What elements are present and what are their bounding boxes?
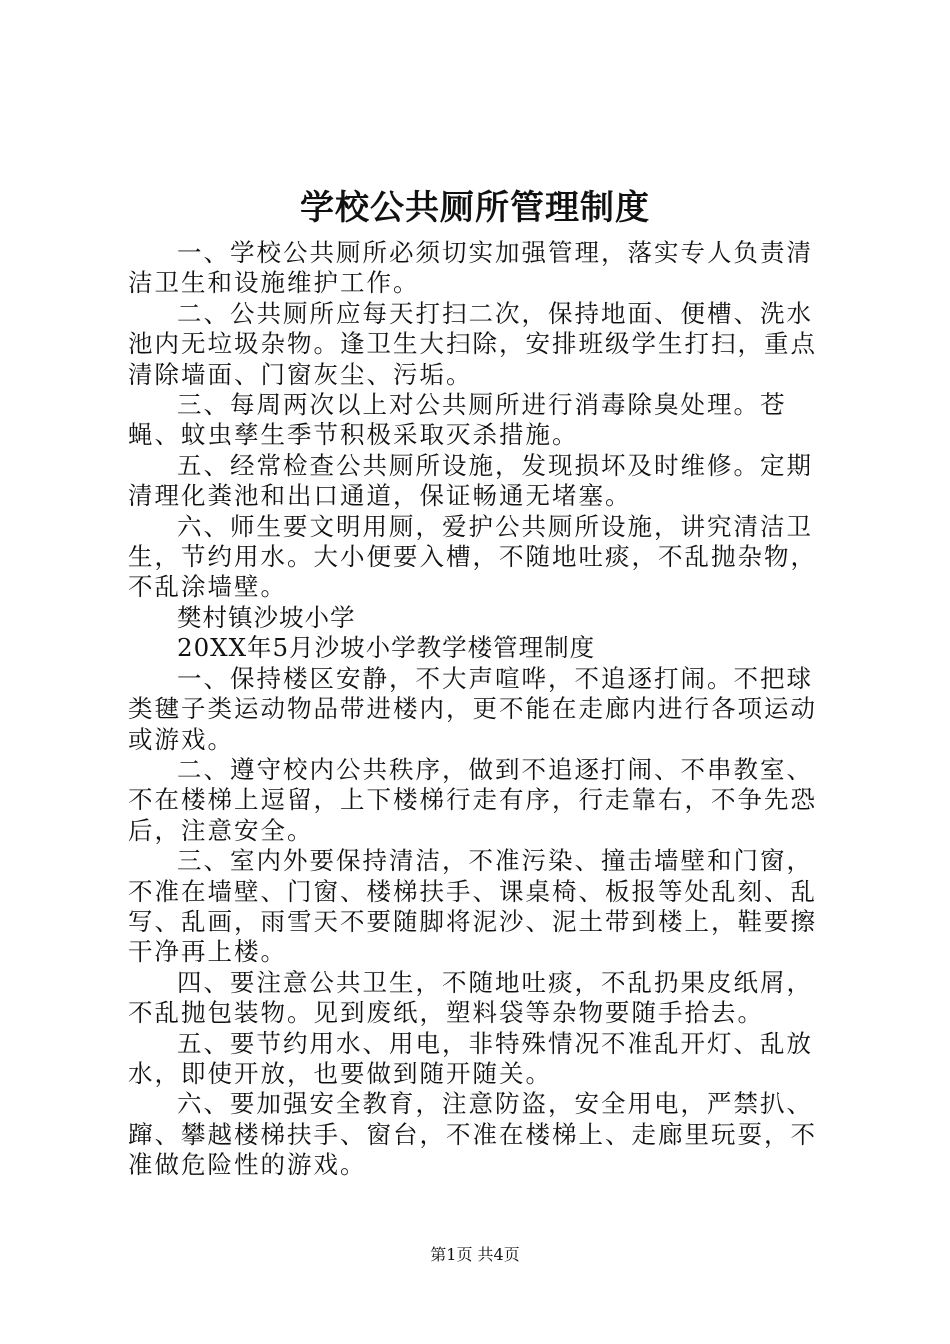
paragraph: 三、室内外要保持清洁，不准污染、撞击墙壁和门窗，不准在墙壁、门窗、楼梯扶手、课桌椅、板报等处乱刻、乱写、乱画，雨雪天不要随脚将泥沙、泥土带到楼上，鞋要擦干净再上楼。 bbox=[128, 846, 817, 967]
paragraph: 一、学校公共厕所必须切实加强管理，落实专人负责清洁卫生和设施维护工作。 bbox=[128, 238, 813, 298]
paragraph: 一、保持楼区安静，不大声喧哗，不追逐打闹。不把球类毽子类运动物品带进楼内，更不能在走廊内进行各项运动或游戏。 bbox=[128, 663, 817, 754]
paragraph: 六、师生要文明用厕，爱护公共厕所设施，讲究清洁卫生，节约用水。大小便要入槽，不随地吐痰，不乱抛杂物，不乱涂墙壁。 bbox=[128, 511, 817, 602]
paragraph: 二、公共厕所应每天打扫二次，保持地面、便槽、洗水池内无垃圾杂物。逢卫生大扫除，安排班级学生打扫，重点清除墙面、门窗灰尘、污垢。 bbox=[128, 298, 817, 389]
date-and-subtitle-line: 20XX年5月沙坡小学教学楼管理制度 bbox=[177, 633, 596, 663]
paragraph: 五、要节约用水、用电，非特殊情况不准乱开灯、乱放水，即使开放，也要做到随开随关。 bbox=[128, 1028, 813, 1088]
paragraph: 六、要加强安全教育，注意防盗，安全用电，严禁扒、蹿、攀越楼梯扶手、窗台，不准在楼梯上、走廊里玩耍，不准做危险性的游戏。 bbox=[128, 1089, 817, 1180]
paragraph: 二、遵守校内公共秩序，做到不追逐打闹、不串教室、不在楼梯上逗留，上下楼梯行走有序，行走靠右，不争先恐后，注意安全。 bbox=[128, 754, 817, 845]
document-body bbox=[128, 238, 834, 1181]
page-footer: 第1页 共4页 bbox=[430, 1245, 520, 1264]
paragraph: 五、经常检查公共厕所设施，发现损坏及时维修。定期清理化粪池和出口通道，保证畅通无堵塞。 bbox=[128, 450, 813, 511]
paragraph: 四、要注意公共卫生，不随地吐痰，不乱扔果皮纸屑，不乱抛包装物。见到废纸，塑料袋等杂物要随手拾去。 bbox=[128, 967, 813, 1028]
signature-line: 樊村镇沙坡小学 bbox=[177, 602, 356, 632]
document-title: 学校公共厕所管理制度 bbox=[300, 188, 650, 228]
paragraph: 三、每周两次以上对公共厕所进行消毒除臭处理。苍蝇、蚊虫孳生季节积极采取灭杀措施。 bbox=[128, 390, 787, 450]
